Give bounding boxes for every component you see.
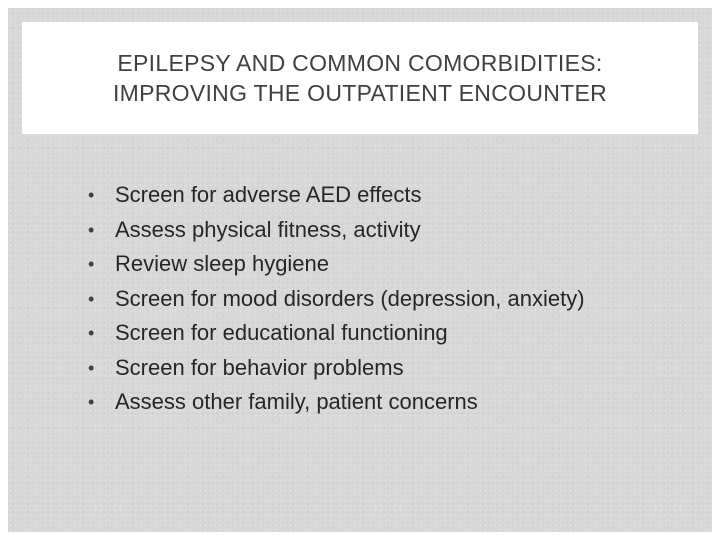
bullet-text: Review sleep hygiene — [115, 251, 330, 276]
slide — [8, 8, 712, 532]
bullet-icon: • — [88, 219, 95, 240]
bullet-text: Assess other family, patient concerns — [115, 389, 478, 414]
title-line-1: EPILEPSY AND COMMON COMORBIDITIES: — [117, 50, 603, 76]
bullet-icon: • — [88, 323, 95, 343]
title-line-2: IMPROVING THE OUTPATIENT ENCOUNTER — [112, 80, 608, 106]
bullet-text: Screen for behavior problems — [115, 354, 404, 380]
bullet-icon: • — [88, 288, 95, 309]
bullet-icon: • — [88, 254, 95, 274]
bullet-text: Screen for adverse AED effects — [115, 182, 422, 207]
title-box — [22, 22, 698, 134]
bullet-text: Assess physical fitness, activity — [115, 216, 421, 242]
bullet-icon: • — [88, 357, 95, 378]
bullet-icon: • — [88, 185, 95, 205]
bullet-text: Screen for mood disorders (depression, anxiety) — [115, 285, 585, 311]
bullet-icon: • — [88, 392, 95, 412]
bullet-text: Screen for educational functioning — [115, 320, 448, 345]
